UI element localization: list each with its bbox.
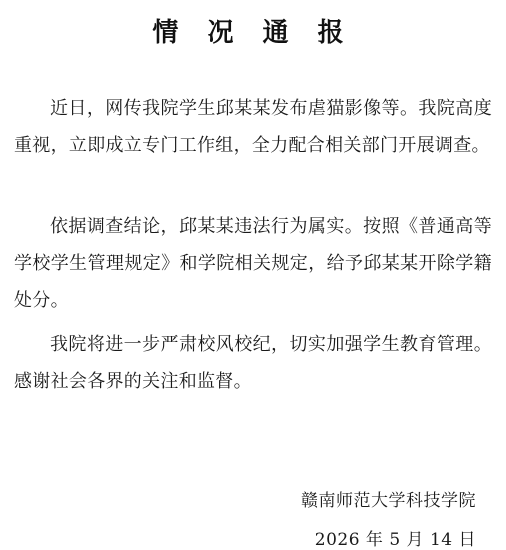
notice-title: 情 况 通 报 <box>152 18 354 48</box>
notice-paragraph-2: 依据调查结论，邱某某违法行为属实。按照《普通高等学校学生管理规定》和学院相关规定，给予邱某某开除学籍处分。 <box>14 216 492 311</box>
notice-paragraph-3: 我院将进一步严肃校风校纪，切实加强学生教育管理。感谢社会各界的关注和监督。 <box>14 334 492 392</box>
notice-paragraph-1: 近日，网传我院学生邱某某发布虐猫影像等。我院高度重视，立即成立专门工作组，全力配合相关部门开展调查。 <box>14 98 492 156</box>
signature-date: 2026 年 5 月 14 日 <box>314 530 476 550</box>
signature-organization: 赣南师范大学科技学院 <box>301 491 476 511</box>
